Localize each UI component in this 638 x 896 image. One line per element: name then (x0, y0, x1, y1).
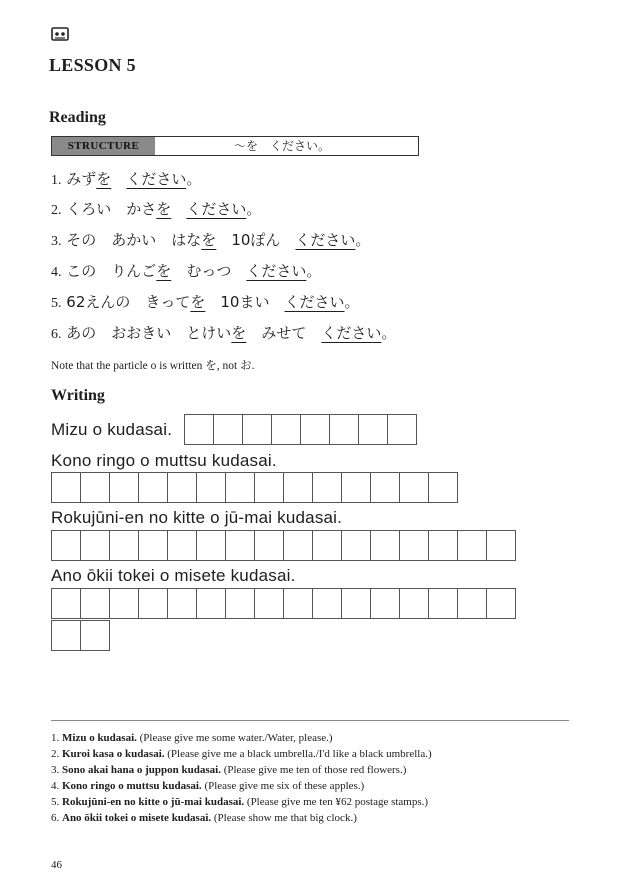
writing-item (51, 414, 417, 445)
writing-box[interactable] (167, 472, 197, 503)
writing-prompt: Ano ōkii tokei o misete kudasai. (51, 566, 296, 585)
writing-box[interactable] (196, 588, 226, 619)
writing-box[interactable] (399, 530, 429, 561)
writing-box[interactable] (329, 414, 359, 445)
writing-box[interactable] (370, 530, 400, 561)
writing-boxes[interactable] (52, 588, 516, 619)
writing-box[interactable] (254, 530, 284, 561)
writing-box[interactable] (254, 588, 284, 619)
footnote-divider (51, 720, 569, 721)
writing-boxes[interactable] (52, 530, 516, 561)
reading-sentence: 4. この りんごを むっつ ください。 (51, 262, 322, 280)
footnote: 5. Rokujūni-en no kitte o jū-mai kudasai. (Please give me ten ¥62 postage stamps.) (51, 796, 429, 808)
writing-box[interactable] (80, 530, 110, 561)
footnote: 4. Kono ringo o muttsu kudasai. (Please give me six of these apples.) (51, 780, 365, 792)
writing-box[interactable] (109, 530, 139, 561)
writing-box[interactable] (283, 588, 313, 619)
writing-box[interactable] (51, 472, 81, 503)
writing-box[interactable] (138, 472, 168, 503)
writing-box[interactable] (51, 588, 81, 619)
writing-box[interactable] (254, 472, 284, 503)
writing-box[interactable] (225, 472, 255, 503)
writing-box[interactable] (242, 414, 272, 445)
writing-prompt: Mizu o kudasai. (51, 419, 173, 439)
reading-sentence: 2. くろい かさを ください。 (51, 200, 262, 218)
structure-label: STRUCTURE (52, 137, 155, 155)
writing-box[interactable] (428, 472, 458, 503)
reading-sentence: 5. 62えんの きってを 10まい ください。 (51, 293, 360, 311)
reading-heading: Reading (49, 109, 106, 126)
writing-box[interactable] (341, 588, 371, 619)
writing-box[interactable] (167, 588, 197, 619)
writing-box[interactable] (51, 620, 81, 651)
writing-box[interactable] (283, 530, 313, 561)
writing-box[interactable] (457, 588, 487, 619)
particle-note: Note that the particle o is written を, not お. (51, 360, 255, 372)
footnote: 2. Kuroi kasa o kudasai. (Please give me a black umbrella./I'd like a black umbrella.) (51, 748, 432, 760)
writing-box[interactable] (399, 472, 429, 503)
lesson-title: LESSON 5 (49, 55, 136, 75)
structure-box (51, 136, 419, 156)
cassette-tape-icon (51, 27, 69, 41)
writing-box[interactable] (341, 530, 371, 561)
writing-heading: Writing (51, 387, 105, 404)
writing-box[interactable] (109, 472, 139, 503)
reading-sentence: 6. あの おおきい とけいを みせて ください。 (51, 324, 397, 342)
writing-box[interactable] (399, 588, 429, 619)
writing-box[interactable] (138, 530, 168, 561)
writing-box[interactable] (184, 414, 214, 445)
writing-box[interactable] (312, 588, 342, 619)
writing-box[interactable] (486, 530, 516, 561)
writing-box[interactable] (109, 588, 139, 619)
writing-box[interactable] (312, 472, 342, 503)
reading-sentence: 3. その あかい はなを 10ぽん ください。 (51, 231, 371, 249)
footnote: 3. Sono akai hana o juppon kudasai. (Please give me ten of those red flowers.) (51, 764, 407, 776)
writing-box[interactable] (428, 588, 458, 619)
writing-box[interactable] (138, 588, 168, 619)
writing-box[interactable] (196, 472, 226, 503)
writing-box[interactable] (428, 530, 458, 561)
writing-box[interactable] (271, 414, 301, 445)
writing-prompt: Kono ringo o muttsu kudasai. (51, 451, 277, 470)
writing-box[interactable] (341, 472, 371, 503)
writing-box[interactable] (370, 588, 400, 619)
writing-box[interactable] (370, 472, 400, 503)
writing-box[interactable] (196, 530, 226, 561)
writing-box[interactable] (358, 414, 388, 445)
writing-box[interactable] (225, 588, 255, 619)
writing-box[interactable] (312, 530, 342, 561)
writing-box[interactable] (80, 588, 110, 619)
writing-box[interactable] (486, 588, 516, 619)
writing-box[interactable] (283, 472, 313, 503)
writing-boxes[interactable] (185, 414, 417, 445)
writing-box[interactable] (80, 620, 110, 651)
writing-box[interactable] (387, 414, 417, 445)
writing-box[interactable] (300, 414, 330, 445)
writing-boxes[interactable] (52, 620, 110, 651)
writing-box[interactable] (80, 472, 110, 503)
writing-box[interactable] (213, 414, 243, 445)
structure-pattern: 〜を ください。 (234, 139, 331, 153)
writing-box[interactable] (225, 530, 255, 561)
writing-box[interactable] (51, 530, 81, 561)
footnote: 1. Mizu o kudasai. (Please give me some water./Water, please.) (51, 732, 333, 744)
writing-box[interactable] (167, 530, 197, 561)
page-number: 46 (51, 859, 62, 871)
writing-box[interactable] (457, 530, 487, 561)
footnote: 6. Ano ōkii tokei o misete kudasai. (Please show me that big clock.) (51, 812, 357, 824)
writing-boxes[interactable] (52, 472, 458, 503)
writing-prompt: Rokujūni-en no kitte o jū-mai kudasai. (51, 508, 343, 527)
reading-sentence: 1. みずを ください。 (51, 170, 202, 188)
